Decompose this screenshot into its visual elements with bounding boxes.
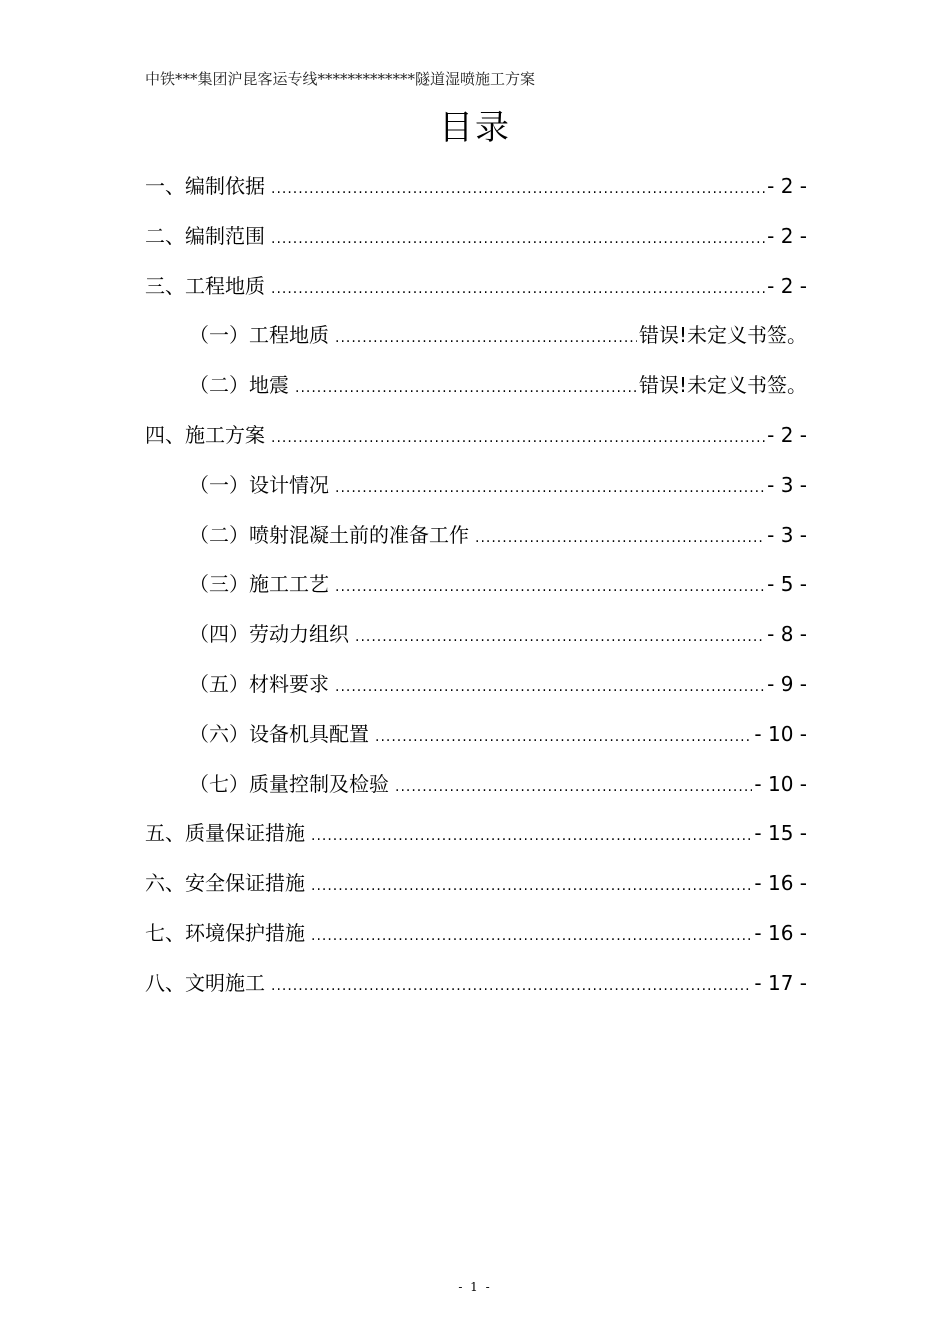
toc-dot-leader [375,713,752,763]
toc-dot-leader [295,364,637,414]
toc-entry-label: 五、质量保证措施 [145,821,305,846]
toc-entry-page: - 10 - [754,721,807,746]
toc-subentry[interactable] [145,361,807,411]
toc-entry-label: 四、施工方案 [145,422,265,447]
toc-entry-label: （七）质量控制及检验 [189,771,389,796]
toc-entry-page: - 3 - [767,472,807,497]
toc-subentry[interactable] [145,610,807,660]
toc-dot-leader [335,663,765,713]
toc-subentry[interactable] [145,511,807,561]
toc-entry-page: - 5 - [767,572,807,597]
toc-entry-page: - 2 - [767,223,807,248]
toc-entry[interactable] [145,859,807,909]
toc-entry[interactable] [145,411,807,461]
toc-entry-label: （五）材料要求 [189,671,329,696]
toc-entry-page: - 2 - [767,422,807,447]
toc-entry[interactable] [145,212,807,262]
toc-dot-leader [271,165,765,215]
toc-dot-leader [271,414,765,464]
running-header: 中铁***集团沪昆客运专线*************隧道湿喷施工方案 [145,70,536,88]
toc-entry-label: （六）设备机具配置 [189,721,369,746]
toc-dot-leader [311,912,752,962]
toc-entry-page: - 10 - [754,771,807,796]
toc-dot-leader [335,464,765,514]
table-of-contents [145,162,807,1009]
toc-entry-label: （四）劳动力组织 [189,622,349,647]
toc-entry-page: - 15 - [754,821,807,846]
page-title: 目录 [439,108,511,148]
toc-entry-page: - 17 - [754,970,807,995]
toc-entry-page: 错误!未定义书签。 [638,373,807,398]
toc-subentry[interactable] [145,710,807,760]
toc-dot-leader [335,314,637,364]
toc-entry-label: 二、编制范围 [145,223,265,248]
toc-entry[interactable] [145,909,807,959]
toc-subentry[interactable] [145,660,807,710]
toc-entry-label: 三、工程地质 [145,273,265,298]
toc-dot-leader [271,215,765,265]
toc-entry-page: 错误!未定义书签。 [638,323,807,348]
toc-subentry[interactable] [145,560,807,610]
toc-dot-leader [311,812,752,862]
toc-entry-page: - 16 - [754,871,807,896]
toc-dot-leader [271,962,752,1012]
toc-entry-label: （三）施工工艺 [189,572,329,597]
toc-dot-leader [271,265,765,315]
toc-entry[interactable] [145,959,807,1009]
toc-subentry[interactable] [145,311,807,361]
toc-entry[interactable] [145,162,807,212]
toc-entry[interactable] [145,809,807,859]
toc-subentry[interactable] [145,461,807,511]
toc-entry-page: - 2 - [767,273,807,298]
toc-entry-label: 八、文明施工 [145,970,265,995]
toc-entry-label: （二）喷射混凝土前的准备工作 [189,522,469,547]
page-number: - 1 - [458,1280,492,1294]
toc-entry-label: （一）设计情况 [189,472,329,497]
toc-subentry[interactable] [145,760,807,810]
toc-entry-page: - 2 - [767,174,807,198]
toc-entry-page: - 9 - [767,671,807,696]
toc-dot-leader [311,862,752,912]
toc-entry-label: （一）工程地质 [189,323,329,348]
toc-entry-label: 六、安全保证措施 [145,871,305,896]
toc-entry-label: 七、环境保护措施 [145,920,305,945]
toc-dot-leader [395,763,752,813]
toc-dot-leader [475,514,765,564]
toc-entry-page: - 16 - [754,920,807,945]
toc-entry[interactable] [145,262,807,312]
toc-entry-label: 一、编制依据 [145,174,265,198]
toc-dot-leader [335,563,765,613]
toc-entry-page: - 3 - [767,522,807,547]
toc-entry-page: - 8 - [767,622,807,647]
toc-entry-label: （二）地震 [189,373,289,398]
toc-dot-leader [355,613,765,663]
